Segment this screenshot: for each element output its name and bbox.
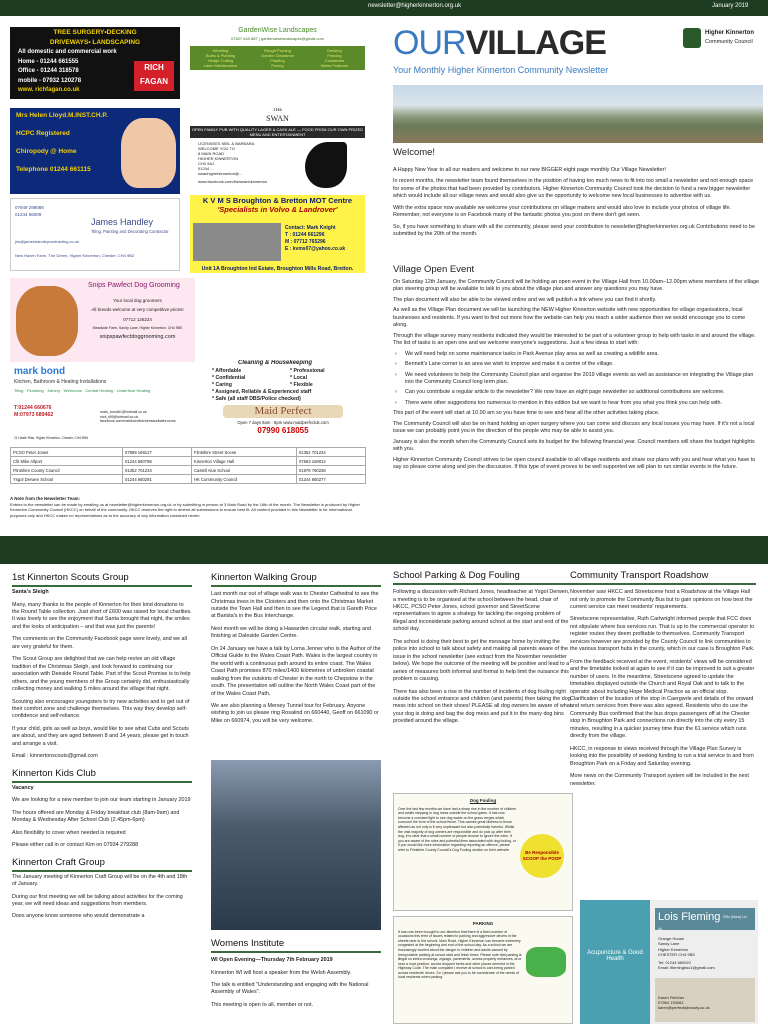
mot-spec: 'Specialists in Volvo & Landrover': [217, 205, 338, 215]
column-walking-wi: [211, 571, 381, 730]
car-icon: [526, 947, 566, 977]
swan-name: SWAN: [266, 114, 289, 124]
column-parking: [393, 569, 573, 731]
maid-item: * Safe (all staff DBS/Police checked): [212, 395, 301, 402]
service-item: Bulbs & Planting: [205, 52, 236, 58]
markbond-m: M:07973 689462: [14, 411, 54, 418]
walking-p3: On 24 January we have a talk by Lorna Jenner who is the Author of the Official Guide to the Wales Coast Path. Wales is the largest country in the world with a continuous path around its entire coast. The Wales Coast Path promises 870 miles/1400 kilometres of unbroken coastal walking from the outskirts of Chester in the north to Chepstow in the south. The presentation will outline the North Wales Coast part of the of the Wales Coast Path.: [211, 645, 381, 697]
service-item: Containers: [324, 57, 345, 63]
contacts-table: [10, 447, 366, 484]
scouts-p3: The Scout Group are delighted that we can help revive an old village tradition of the Christmas Sleigh, and look forward to continuing our association with Deeside Round Table. Part of the Scout Promise is to help others, and the young members of the Group certainly did, enthusiastically collecting money and walking 5 miles around the village that night.: [12, 656, 191, 693]
table-cell: 01244 660796: [123, 457, 192, 466]
maid-item: * Assigned, Reliable & Experienced staff: [212, 388, 312, 395]
mot-addr: Unit 1A Broughton Ind Estate, Broughton Mills Road, Bretton.: [190, 265, 365, 274]
mot-contacts: [285, 225, 345, 253]
chiropody-tel: Telephone 01244 661115: [16, 166, 91, 174]
pawfect-details: [85, 298, 190, 341]
wi-p3: This meeting is open to all, member or not.: [211, 1001, 314, 1008]
parking-p2: The school is doing their best to get the message home by inviting the police into school to talk about safety and making all parents aware of the issue in the school newsletter (see extract from the November newsletter below). We hope the outcome of the meeting will be positive and lead to a series of measures both informal and formal to help limit the nuisance this problem is causing.: [393, 638, 570, 683]
title-our: OUR: [393, 24, 466, 62]
badge-text: Be Responsible SCOOP the POOP: [522, 850, 562, 861]
openevent-p8: January is also the month when the Community Council sets its budget for the following financial year. Council members will share the budget highlights with you.: [393, 438, 755, 453]
mot-contact: Contact: Mark Knight: [285, 225, 336, 231]
header-email[interactable]: newsletter@higherkinnerton.org.uk: [368, 3, 462, 9]
heading-underline: [12, 870, 192, 872]
openevent-p2: The plan document will also be able to be viewed online and we will publish a link where you can find it shortly.: [393, 296, 657, 303]
markbond-sub: Kitchen, Bathroom & Heating Installations: [14, 378, 107, 385]
list-item: › Bennett's Lane corner is an area we wish to improve and make it a centre of the village.: [393, 361, 759, 368]
ad-lois-fleming: [580, 900, 758, 1024]
chiropody-service: Chiropody @ Home: [16, 148, 77, 156]
crest-line1: Higher Kinnerton: [705, 30, 754, 36]
ad-tree-web: www. richfagan.co.uk: [18, 87, 80, 94]
lois-side-label: Acupuncture & Good Health: [580, 900, 650, 1024]
pawfect-l2: All breeds welcome at very competitive prices!: [91, 307, 184, 313]
lois-addr1: Orange House: [658, 936, 685, 941]
maid-logo: Maid Perfect: [223, 405, 343, 419]
transport-heading: Community Transport Roadshow: [570, 570, 709, 581]
scouts-p1: Many, many thanks to the people of Kinnerton for their kind donations to the Round Table collection. Just short of £600 was raised for local charities. It was lovely to see the enjoyment that Santa brought that night, the smiles and the looks of anticipation – and that was just the parents!: [12, 601, 192, 630]
markbond-logo: mark bond: [14, 366, 66, 377]
task-list: [393, 351, 759, 408]
crest-line2: Community Council: [705, 39, 753, 45]
craft-heading: Kinnerton Craft Group: [12, 856, 105, 868]
markbond-email1: mark_bond61@hotmail.co.uk: [100, 410, 147, 414]
table-row: [11, 475, 366, 484]
table-cell: 07563 159012: [296, 457, 365, 466]
table-row: [11, 457, 366, 466]
maid-item: * Affordable: [212, 367, 242, 374]
table-cell: Cllr Mike Allport: [11, 457, 123, 466]
markbond-t: T:01244 660676: [14, 404, 52, 411]
service-item: Rough Pruning: [264, 47, 291, 53]
masthead-subtitle: Your Monthly Higher Kinnerton Community Newsletter: [393, 65, 609, 75]
welcome-p1: A Happy New Year to all our readers and welcome to our new BIGGER eight page monthly Our Village Newsletter!: [393, 167, 666, 173]
mot-title: K V M S Broughton & Bretton MOT Centre: [202, 196, 353, 205]
dog-notice-title: Dog Fouling: [469, 798, 497, 803]
scouts-sub: Santa's Sleigh: [12, 589, 49, 596]
table-cell: 01978 760238: [296, 466, 365, 475]
pawfect-addr: Meadside Farm, Sandy Lane, Higher Kinnerton, CH4 9BS: [92, 325, 183, 330]
table-cell: Kinnerton Village Hall: [192, 457, 297, 466]
wi-p1: Kinnerton WI will host a speaker from the Welsh Assembly.: [211, 969, 352, 976]
kids-p3: Also flexibility to cover when needed is required: [12, 829, 126, 836]
ad-mark-bond: [10, 366, 195, 444]
swan-bar: OPEN FAMILY PUB WITH QUALITY LAGER & CASK ALE — FOOD FROM OUR OWN PRIZED MENU AND ENTERTAINMENT: [191, 127, 364, 138]
transport-p5: More news on the Community Transport system will be included in the next newsletter.: [570, 773, 749, 787]
heading-underline: [211, 951, 381, 953]
service-item: Lawn Maintenance: [203, 62, 238, 68]
markbond-email2: nick_t89@hotmail.co.uk: [100, 414, 139, 419]
chiropody-hcpc: HCPC Registered: [16, 130, 70, 138]
welcome-p2: In recent months, the newsletter team found themselves in the position of having too much news to fit into too small a newsletter and not enough space for some of the photos that had been provided by contributors. Higher Kinnerton Community Council took the decision to fund a new bigger newsletter which would include all our village news and would also give us the opportunity to welcome new local businesses to advertise with us.: [393, 178, 754, 200]
openevent-p1: On Saturday 12th January, the Community Council will be holding an open event in the Village Hall from 10.00am–12.00pm where members of the village plan steering group will be available to talk to you about the village plan and answer any questions you may have.: [393, 279, 759, 293]
service-item: Decking: [327, 47, 342, 53]
handley-name: James Handley: [91, 217, 154, 227]
top-band: [0, 0, 768, 16]
craft-p3: Does anyone know someone who would demonstrate a: [12, 913, 145, 920]
council-crest: [683, 26, 758, 54]
swan-the: THE: [272, 108, 283, 113]
column-transport: [570, 569, 756, 793]
gardenwise-logo: GardenWise Landscapes: [238, 27, 317, 34]
openevent-p9: Higher Kinnerton Community Council strives to be open council available to all village residents and share our plans with you and hear what you have to say so please come along and join the discussion. If this type of event proves to be well supported we will plan to run similar events in the future.: [393, 456, 756, 471]
maid-items: [212, 368, 368, 403]
ad-chiropody: [10, 108, 180, 194]
table-cell: Castell Alun School: [192, 466, 297, 475]
table-cell: 01352 701234: [123, 466, 192, 475]
transport-p2: Streetscene representative, Ruth Cartwright informed people that FCC does not stipulate where bus services run. That is up to the commercial operator to register routes they deem profitable to themselves. Community Transport services however are provided by the County Council to link communities to the various transport hubs in the county, which in our case is Broughton Park.: [570, 616, 755, 653]
pawfect-web: snipspawfectdoggrooming.com: [99, 333, 176, 340]
swan-icon: [305, 142, 347, 188]
swan-l7: swanhigherkinnerton@...: [198, 171, 243, 177]
handley-email: jim@jameshandleycontracting.co.uk: [15, 239, 80, 244]
gardenwise-contact: 07827 643 887 | gardenwiselandscapes@gmail.com: [231, 35, 324, 41]
parking-p1: Following a discussion with Richard Jones, headteacher at Ysgol Derwen, a meeting is to be organised at the school between the head, chair of HKCC, PCSO Peter Jones, school governor and StreetScene representatives to agree a strategy for tackling the ongoing problem of illegal and inconsiderate parking around school at the start and end of the school day.: [393, 589, 570, 633]
park-notice-title: PARKING: [472, 921, 494, 926]
section-divider: [0, 536, 768, 564]
ad-snips-pawfect: [10, 278, 195, 362]
maid-item: * Flexible: [290, 381, 313, 388]
craft-p1: The January meeting of Kinnerton Craft Group will be on the 4th and 18th of January.: [12, 873, 188, 888]
park-notice-body: It has now been brought to our attention that there is a fixed number of occasions this term of issues related to parking and aggressive drivers in the streets near to the school. Main Road, Higher Kinnerton can become extremely congested at the beginning and end of the school day. As a school we are increasingly worried about the danger to children and adults caused by irresponsible parking at school start and finish times. Please note that parking is illegal on zebra crossings, zigzags, pavements, across property entrances, at or near a road junction, across dropped kerbs and other places deemed in the Highway Code. The main complaint I receive at school is cars being parked across residents' drives. So I please ask you to be considerate of the needs of local residents when parking.: [398, 929, 522, 980]
ad-tree-heading2: DRIVEWAYS• LANDSCAPING: [49, 39, 141, 47]
table-cell: 01352 701234: [296, 448, 365, 457]
parking-p3: There has also been a rise in the number of incidents of dog fouling right outside the school entrance and children (and parents) then taking the dog mess into school on their shoes! PLEASE all dog owners be aware of what your dog is doing and bag the dog mess and put it in the many dog bins provided around the village.: [393, 688, 572, 725]
table-cell: HK Community Council: [192, 475, 297, 484]
table-cell: 07989 169127: [123, 448, 192, 457]
kids-p4: Please either call in or contact Kim on 07934 279288: [12, 842, 139, 849]
service-item: Fencing: [327, 52, 342, 58]
handley-phone2: 01244 66009: [15, 211, 42, 217]
pawfect-phone: 07712 126224: [123, 316, 152, 322]
foot-image: [121, 118, 176, 188]
lois-email: Email: lflemingbsc1@gmail.com: [658, 964, 715, 970]
village-landscape-photo: [393, 85, 763, 143]
transport-p1: November saw HKCC and Streetscene host a Roadshow at the Village Hall not only to promote the Community Bus but to gain opinions on how best the current service can meet residents' requirements.: [570, 589, 753, 611]
list-item: › Can you contribute a regular article to the newsletter? We now have an eight page newsletter so additional contributions are welcome.: [393, 389, 759, 396]
header-date: January 2019: [712, 3, 749, 9]
swan-l6: 01244 ...: [198, 166, 214, 172]
ad-maid-perfect: [198, 360, 368, 452]
walking-p1: Last month our out of village walk was to Chester Cathedral to see the Christmas trees in the Cloisters and then onto the Christmas Market outside the Town Hall and then to see the Legend that is Gareth Price at Barista's in the Bus Interchange.: [211, 591, 379, 620]
transport-p4: HKCC, in response to views received through the Village Plan Survey is looking into the possibility of seeking funding to run a trial service to and from Broughton Park on a Friday and Saturday evening.: [570, 745, 754, 767]
service-item: Weeding: [212, 47, 229, 53]
maid-item: * Caring: [212, 381, 232, 388]
scouts-p4: Scouting also encourages youngsters to try new activities and to get out of their comfort zone and challenge themselves. This way they develop self-confidence and self-reliance.: [12, 698, 190, 720]
maid-title: Cleaning & Housekeeping: [238, 360, 313, 366]
mot-garage-photo: [193, 223, 281, 261]
lois-tel: Tel: 01244 660922: [658, 959, 691, 965]
wi-section: [211, 937, 381, 1014]
maid-phone: 07990 618055: [257, 425, 309, 435]
table-cell: 01244 660291: [123, 475, 192, 484]
walking-group-photo: [211, 760, 381, 930]
swan-l3: 8 MAIN ROAD: [198, 151, 225, 157]
rich-fagan-logo: RICH FAGAN: [134, 61, 174, 91]
handley-phone: 07949 298088: [15, 205, 44, 210]
swan-l2: WELCOME YOU TO: [198, 146, 235, 152]
dog-fouling-notice: [393, 793, 573, 911]
heading-underline: [211, 585, 381, 587]
lois-addr2: Sandy Lane: [658, 941, 680, 947]
openevent-p6: This part of the event will start at 10.00 am so you have time to see and hear all the other activities taking place.: [393, 410, 660, 417]
dog-icon: [16, 286, 78, 356]
kids-sub: Vacancy: [12, 784, 34, 791]
openevent-p3: As well as the Village Plan document we will be launching the NEW Higher Kinnerton website with new opportunities for village organisations, local businesses and residents. If you want to find out more how the website can help you reach a wider audience then we would encourage you to come along.: [393, 307, 746, 329]
openevent-p7: The Community Council will also be on hand holding an open surgery where you can come and discuss any local issues you may have. If it's not a local issue we can probably point you in the direction of the people who may be able to assist you.: [393, 420, 755, 435]
ad-james-handley: [10, 198, 180, 271]
wi-sub: WI Open Evening—Thursday 7th February 2019: [211, 957, 333, 964]
markbond-fb: facebook.com/markbondkitchensandbathrooms: [100, 419, 176, 424]
column-scouts-kids-craft: [12, 571, 192, 926]
table-cell: Flintshire Street Scene: [192, 448, 297, 457]
table-row: [11, 466, 366, 475]
kids-p1: We are looking for a new member to join our team starting in January 2019: [12, 797, 191, 804]
swan-l4: HIGHER KINNERTON: [198, 156, 239, 162]
list-item: › We will need help on some maintenance tasks in Park Avenue play area as well as creating a wildlife area.: [393, 351, 759, 358]
service-item: Planting: [270, 57, 285, 63]
service-item: Water Features: [320, 62, 349, 68]
pawfect-title: Snips Pawfect Dog Grooming: [88, 282, 180, 289]
newsletter-note: [10, 496, 366, 518]
list-item: › We need volunteers to help the Community Council plan and organise the 2019 village events as well as assistance on integrating the Village plan into the Community Council long term plan.: [393, 372, 759, 387]
parking-notice: [393, 916, 573, 1024]
dog-notice-body: Over the last few months we have had a sharp rise in the number of children and adults stepping in dog mess outside the school gates. It has now become a constant fight to see dog waste on the grass verges which surround the front of the school fence. This causes great distress to those affected as not only is it very unpleasant but also potentially harmful. Whilst the vast majority of dog owners are responsible and do pick up after their dog, it is clear that a small number of people choose to ignore the rules. If you are aware of the rules and potential fines associated with dog fouling, or if you would like more information regarding reporting an offence, please refer to Flintshire County Council's Dog Fouling section on their website.: [398, 806, 517, 852]
note-body: Entries to the newsletter can be made by emailing us at newsletter@higherkinnerton.org.uk or by submitting in person at 3 Main Road by the 16th of the month. The Newsletter is produced by Higher Kinnerton Community Council (HKCC) on behalf of the community. HKCC reserves the right to amend all submissions to ensure best fit. All content provided in this Newsletter is for informational purposes only and HKCC makes no representations as to the accuracy of any information contained herein.: [10, 501, 360, 518]
list-item: › There were other suggestions too numerous to mention in this edition but we want to hear from you what you think you can help with.: [393, 400, 759, 407]
welcome-p4: So, if you have something to share with all the community, please send your contribution to newsletter@higherkinnerton.org.uk Contributions need to be submitted by the 20th of the month.: [393, 223, 755, 238]
wi-heading: Womens Institute: [211, 938, 285, 949]
chiropody-name: Mrs Helen Lloyd.M.INST.CH.P.: [16, 112, 108, 119]
ad-tree-office: Office - 01244 318578: [18, 68, 79, 75]
mot-m: M : 07712 765296: [285, 239, 326, 245]
welcome-article: [393, 167, 759, 243]
karen-tel: 07954 193061: [658, 1000, 684, 1005]
lois-qual: BSc (Hons) Lic. Ac.: [658, 915, 748, 932]
service-item: Hedge Cutting: [207, 57, 234, 63]
crest-icon: [683, 28, 701, 48]
karen-fletcher-card: [655, 978, 755, 1022]
transport-p3: From the feedback received at the event, residents' views will be considered and the timetable looked at again to see if it can be improved to suit a greater number of users. In the meantime, Streetscene agreed to update the timetables displayed outside the Church and Royal Oak and to talk to the operator about including Hope Medical Practice as an official stop. Clarification of the location of the stop in Caergwrle and details of the onward and return services from there was also agreed. Residents who do use the Community Bus confirmed that the bus drops passengers off at the Chester stop in Broughton Park and connections run directly into the city every 15 minutes, resulting in a quicker journey time than the 61 service which runs directly from the village.: [570, 658, 755, 740]
service-item: Paving: [271, 62, 284, 68]
swan-l5: CH4 9AJ: [198, 161, 215, 167]
maid-item: * Confidential: [212, 374, 246, 381]
scouts-email[interactable]: Email : kinnertonscouts@gmail.com: [12, 753, 98, 760]
scouts-p2: The comments on the Community Facebook page were lovely, and we all are very grateful for them.: [12, 636, 187, 650]
table-cell: Ysgol Derwen School: [11, 475, 123, 484]
handley-addr: New Haven Farm, The Green, Higher Kinnerton, Chester, CH4 9BZ: [15, 252, 135, 258]
markbond-addr: 21 Heath Rise, Higher Kinnerton, Chester, CH4 9BN: [14, 436, 88, 440]
ad-tree-mobile: mobile - 07932 120278: [18, 77, 82, 84]
karen-email: karen@perfectlybeauty.co.uk: [658, 1005, 710, 1010]
ad-tree-line1: All domestic and commercial work: [18, 49, 117, 56]
service-item: Garden Clearance: [261, 52, 294, 58]
markbond-services: Tiling · Plumbing · Joinery · Wetrooms · Central Heating · Underfloor Heating: [14, 387, 151, 393]
handley-sub: Tiling, Painting and Decorating Contractor: [91, 229, 169, 234]
karen-name: Karen Fletcher: [658, 995, 685, 1000]
lois-addr3: Higher Kinnerton: [658, 946, 689, 952]
maid-item: * Professional: [290, 367, 325, 374]
ad-tree-surgery: [10, 27, 180, 99]
heading-underline: [393, 583, 573, 585]
heading-underline: [570, 583, 756, 585]
title-village: VILLAGE: [465, 24, 606, 62]
table-row: [11, 448, 366, 457]
ad-gardenwise: [190, 25, 365, 103]
table-cell: 01244 660277: [296, 475, 365, 484]
scoop-the-poop-badge: [520, 834, 564, 878]
openevent-p4: Through the village survey many residents indicated they would be interested to be part of a volunteer group to help with tasks in and around the village.: [393, 332, 756, 339]
welcome-heading: Welcome!: [393, 147, 436, 158]
open-event-article: [393, 279, 759, 475]
scouts-p5: If your child, girls as well as boys, would like to see what Cubs and Scouts are about, and they are aged between 8 and 14 years, please get in touch and arrange a visit.: [12, 725, 189, 747]
gardenwise-services: [190, 46, 365, 70]
heading-underline: [12, 781, 192, 783]
maid-item: * Local: [290, 374, 308, 381]
ad-the-swan: [190, 108, 365, 192]
note-heading: A Note from the Newsletter Team:: [10, 496, 81, 501]
wi-p2: The talk is entitled "Understanding and engaging with the National Assembly of Wales".: [211, 982, 369, 996]
maid-hours: Open 7 days 8am - 8pm www.maidperfectuk.com: [237, 420, 329, 426]
welcome-p3: With the extra space now available we welcome your contributions on village matters and would also love to include your photos of village life. Remember, not everyone is on Facebook many of the fantastic photos you post on there don't get seen.: [393, 204, 731, 219]
ad-tree-heading: TREE SURGERY•DECKING: [53, 29, 137, 36]
scouts-heading: 1st Kinnerton Scouts Group: [12, 572, 129, 583]
lois-addr4: CHESTER CH4 9BS: [658, 952, 695, 958]
kids-heading: Kinnerton Kids Club: [12, 767, 96, 779]
walking-heading: Kinnerton Walking Group: [211, 572, 317, 583]
openevent-p5: The list of tasks is an open one and we welcome everyone's suggestions. Just a few ideas to start with:: [393, 340, 639, 347]
lois-name-text: Lois Fleming: [658, 911, 721, 923]
craft-p2: During our first meeting we will be talking about activities for the coming year, we will need ideas and suggestions from members.: [12, 893, 183, 908]
swan-l1: LICENSEES NEIL & BARBARA: [198, 141, 255, 147]
parking-heading: School Parking & Dog Fouling: [393, 570, 520, 581]
walking-p4: We are also planning a Mersey Tunnel tour for February. Anyone wishing to join us please ring Rosalind on 660440, Geoff on 661090 or Mike on 660974, you will be very welcome.: [211, 703, 379, 724]
lois-address: [658, 936, 715, 970]
ad-tree-home: Home - 01244 661555: [18, 58, 79, 65]
table-cell: PCSO Peter Jones: [11, 448, 123, 457]
pawfect-l1: Your local dog groomers: [113, 298, 162, 303]
mot-t: T : 01244 661296: [285, 232, 325, 238]
table-cell: Flintshire County Council: [11, 466, 123, 475]
heading-underline: [12, 585, 192, 587]
mot-e: E : kvms07@yahoo.co.uk: [285, 246, 346, 252]
walking-p2: Next month we will be doing a Hawarden circular walk, starting and finishing at Daleside Garden Centre.: [211, 625, 371, 640]
ad-kvms-mot: [190, 195, 365, 273]
lois-name: [655, 908, 755, 930]
kids-p2: The hours offered are Monday & Friday breakfast club (8am-9am) and Monday & Wednesday After School Club (2.45pm-6pm): [12, 809, 180, 824]
open-event-heading: Village Open Event: [393, 264, 475, 275]
swan-fb: www.facebook.com/theswanhkinnerton: [198, 179, 268, 185]
